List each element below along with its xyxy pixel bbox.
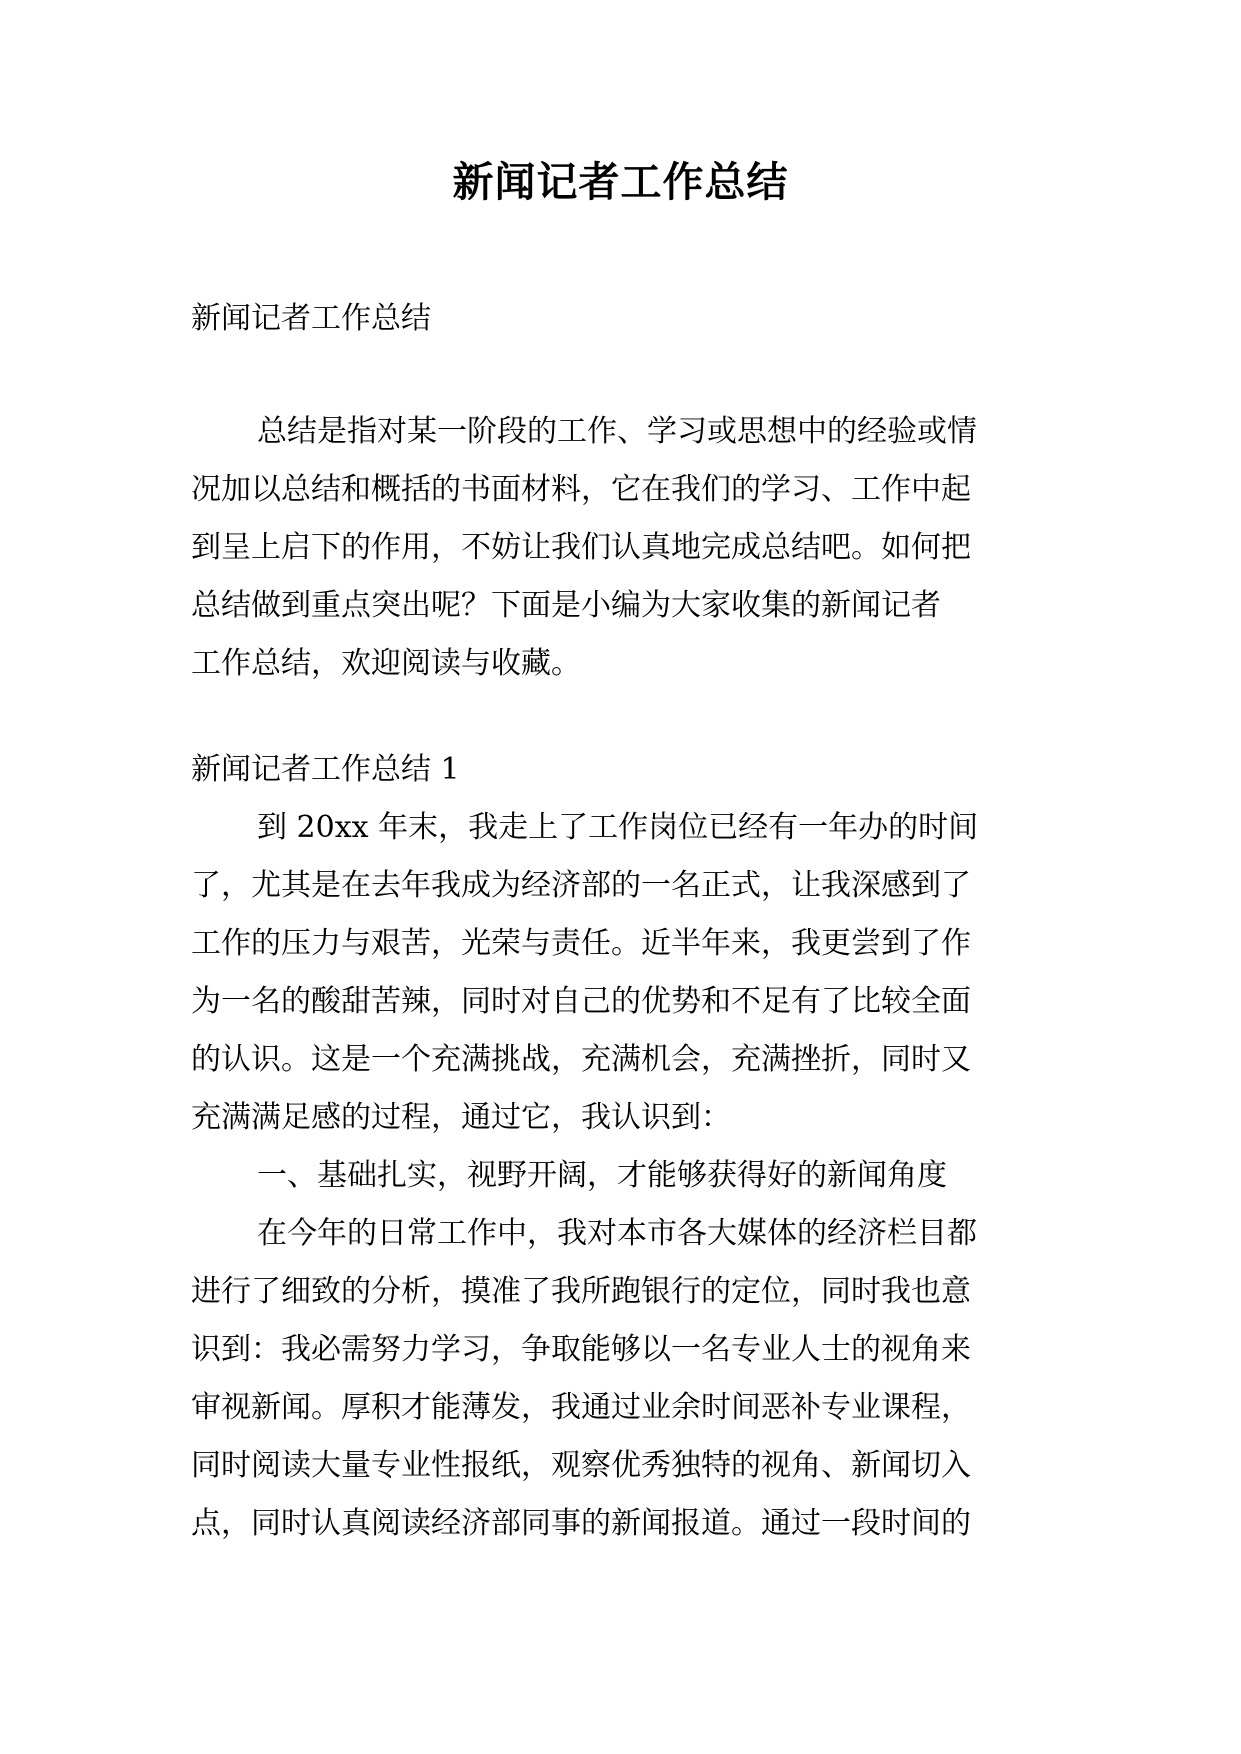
intro-line: 总结是指对某一阶段的工作、学习或思想中的经验或情 xyxy=(257,414,977,449)
paragraph-line: 到 20xx 年末，我走上了工作岗位已经有一年办的时间 xyxy=(257,810,979,845)
section1-paragraph-1 xyxy=(191,799,1051,1147)
intro-line: 况加以总结和概括的书面材料，它在我们的学习、工作中起 xyxy=(191,472,971,507)
intro-line: 到呈上启下的作用，不妨让我们认真地完成总结吧。如何把 xyxy=(191,530,971,565)
paragraph-line: 的认识。这是一个充满挑战，充满机会，充满挫折，同时又 xyxy=(191,1042,971,1077)
paragraph-line: 同时阅读大量专业性报纸，观察优秀独特的视角、新闻切入 xyxy=(191,1448,971,1483)
point-heading: 一、基础扎实，视野开阔，才能够获得好的新闻角度 xyxy=(257,1158,947,1193)
paragraph-line: 工作的压力与艰苦，光荣与责任。近半年来，我更尝到了作 xyxy=(191,926,971,961)
section-heading: 新闻记者工作总结 1 xyxy=(191,752,460,787)
paragraph-line: 点，同时认真阅读经济部同事的新闻报道。通过一段时间的 xyxy=(191,1506,971,1541)
paragraph-line: 在今年的日常工作中，我对本市各大媒体的经济栏目都 xyxy=(257,1216,977,1251)
paragraph-line: 为一名的酸甜苦辣，同时对自己的优势和不足有了比较全面 xyxy=(191,984,971,1019)
paragraph-line: 充满满足感的过程，通过它，我认识到： xyxy=(191,1100,731,1135)
paragraph-line: 了，尤其是在去年我成为经济部的一名正式，让我深感到了 xyxy=(191,868,971,903)
intro-line: 工作总结，欢迎阅读与收藏。 xyxy=(191,646,581,681)
intro-paragraph xyxy=(191,403,1051,693)
paragraph-line: 审视新闻。厚积才能薄发，我通过业余时间恶补专业课程， xyxy=(191,1390,971,1425)
document-title: 新闻记者工作总结 xyxy=(452,158,789,206)
intro-line: 总结做到重点突出呢？下面是小编为大家收集的新闻记者 xyxy=(191,588,941,623)
paragraph-line: 进行了细致的分析，摸准了我所跑银行的定位，同时我也意 xyxy=(191,1274,971,1309)
section1-paragraph-2 xyxy=(191,1205,1051,1553)
document-subtitle: 新闻记者工作总结 xyxy=(191,301,431,336)
document-body xyxy=(191,290,1051,1553)
paragraph-line: 识到：我必需努力学习，争取能够以一名专业人士的视角来 xyxy=(191,1332,971,1367)
